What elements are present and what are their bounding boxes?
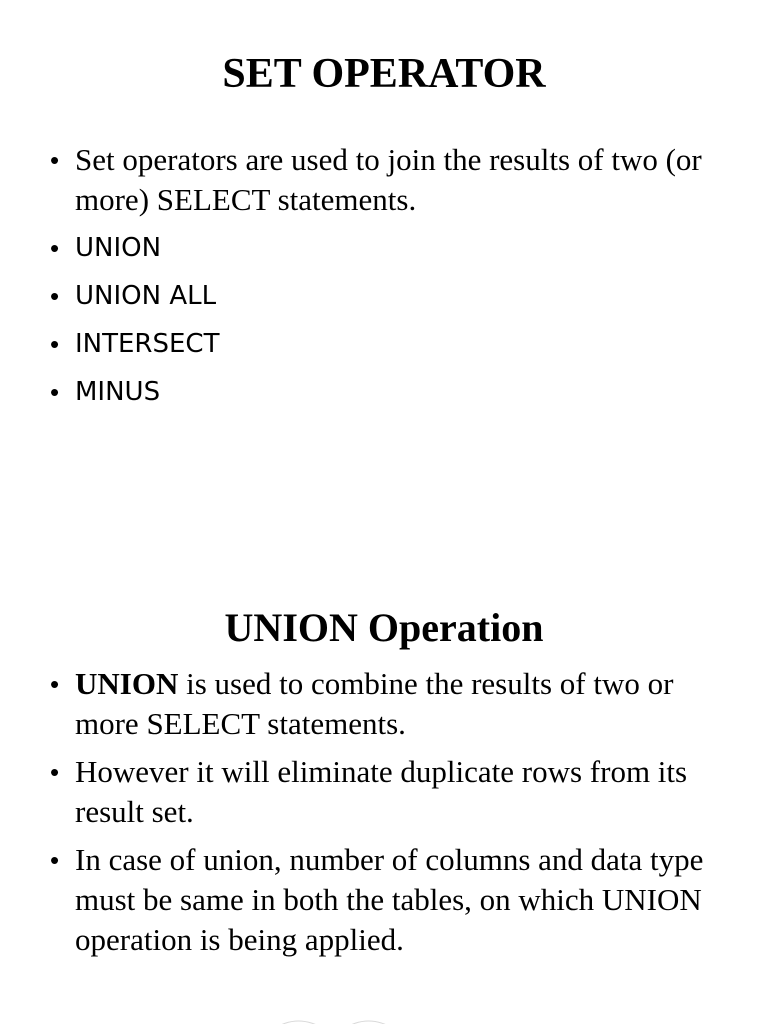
bullet-text: However it will eliminate duplicate rows from its result set.: [75, 754, 688, 829]
slide-title: SET OPERATOR: [222, 51, 546, 97]
bullet-text: UNION ALL: [75, 281, 217, 311]
bullet-icon: •: [50, 757, 60, 787]
bullet-icon: •: [50, 669, 60, 699]
bullet-text: Set operators are used to join the results of two (or more) SELECT statements.: [75, 142, 702, 217]
bullet-list: [0, 140, 768, 420]
bullet-icon: •: [50, 329, 60, 359]
bullet-item-columns: [0, 840, 768, 960]
bullet-text: MINUS: [75, 377, 161, 407]
slide-title: UNION Operation: [224, 605, 544, 650]
bullet-list: [0, 664, 768, 968]
bullet-item-union-def: [0, 664, 768, 744]
bullet-item-minus: [0, 372, 768, 412]
bullet-item-union: [0, 228, 768, 268]
bullet-icon: •: [50, 281, 60, 311]
bullet-icon: •: [50, 845, 60, 875]
bullet-item-duplicates: [0, 752, 768, 832]
bullet-item-intro: [0, 140, 768, 220]
bullet-icon: •: [50, 377, 60, 407]
bullet-icon: •: [50, 145, 60, 175]
bullet-item-union-all: [0, 276, 768, 316]
slide-union-operation: [0, 512, 768, 1024]
bullet-icon: •: [50, 233, 60, 263]
bullet-text: UNION: [75, 233, 162, 263]
bullet-text: is used to combine the results of two or more SELECT statements.: [75, 666, 674, 741]
bullet-text: In case of union, number of columns and data type must be same in both the tables, on which UNION operation is being applied.: [75, 842, 704, 957]
bullet-item-intersect: [0, 324, 768, 364]
bullet-bold-keyword: UNION: [75, 666, 179, 701]
bullet-text: INTERSECT: [75, 329, 220, 359]
watermark-logo-icon: [268, 1012, 408, 1024]
